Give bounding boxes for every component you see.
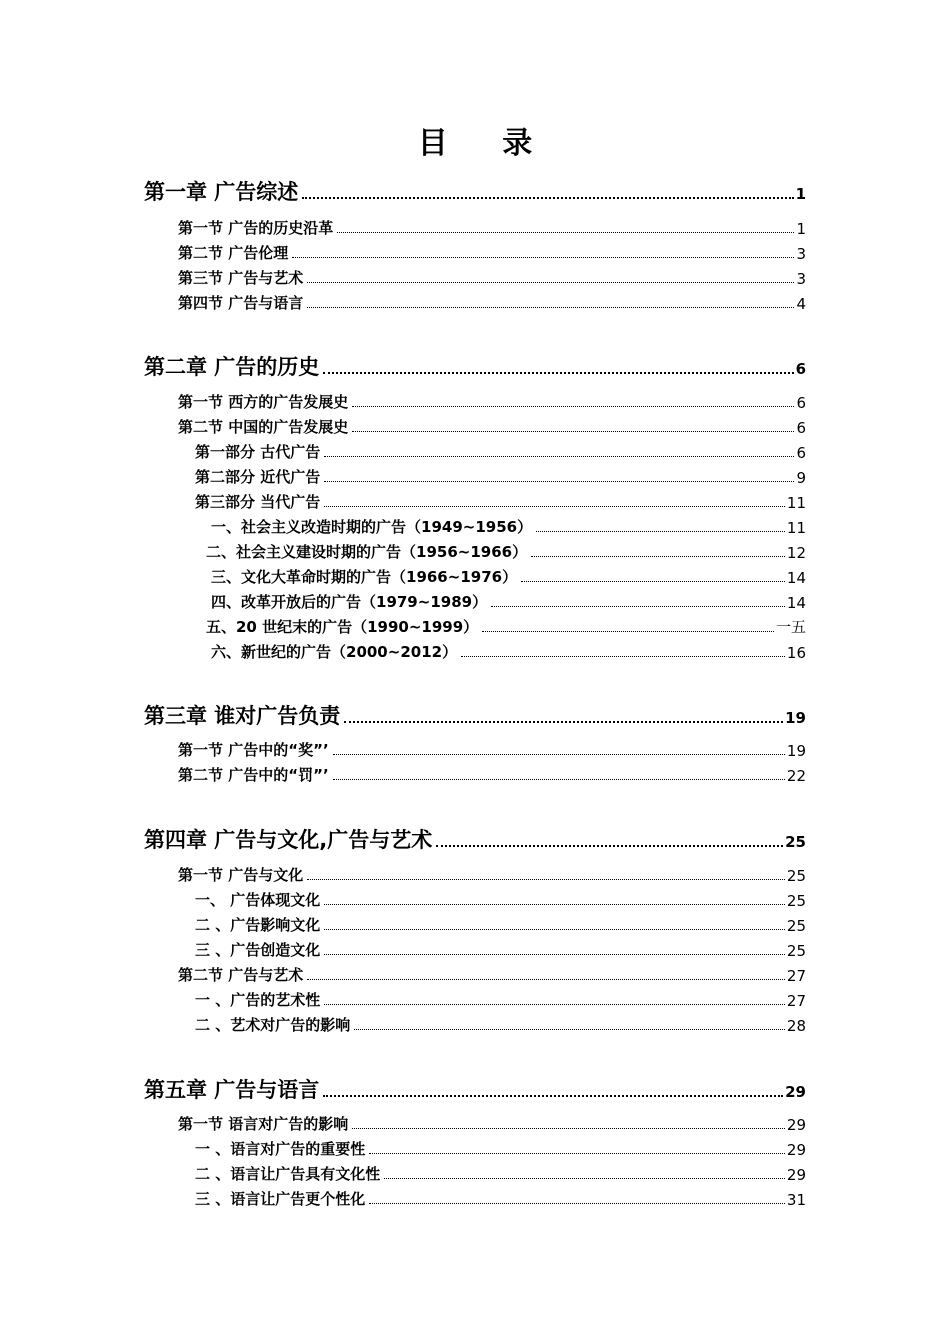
- dot-leader: [307, 879, 785, 880]
- toc-entry-page-number: 19: [785, 709, 806, 727]
- toc-entry-page-number: 29: [786, 1116, 806, 1134]
- toc-entry-sub[interactable]: [195, 890, 806, 910]
- toc-entry-label: 第二章 广告的历史: [144, 355, 320, 379]
- dot-leader: [307, 282, 794, 283]
- dot-leader: [324, 1004, 785, 1005]
- toc-entry-sub[interactable]: [195, 1189, 806, 1209]
- toc-entry-chapter[interactable]: [144, 702, 806, 730]
- toc-entry-label: 一、 广告体现文化: [195, 891, 321, 909]
- toc-entry-sub[interactable]: [195, 1015, 806, 1035]
- toc-entry-page-number: 14: [786, 594, 806, 612]
- toc-entry-page-number: 3: [796, 270, 806, 288]
- toc-entry-label: 第二部分 近代广告: [195, 468, 321, 486]
- dot-leader: [354, 1029, 785, 1030]
- toc-entry-section[interactable]: [178, 268, 806, 288]
- dot-leader: [482, 631, 774, 632]
- toc-entry-page-number: 19: [786, 742, 806, 760]
- toc-entry-label: 六、新世纪的广告（2000~2012）: [211, 643, 458, 661]
- toc-entry-chapter[interactable]: [144, 178, 806, 206]
- toc-entry-page-number: 11: [786, 519, 806, 537]
- dot-leader: [352, 431, 794, 432]
- dot-leader: [324, 481, 794, 482]
- toc-entry-section[interactable]: [178, 392, 806, 412]
- toc-entry-sub[interactable]: [195, 1139, 806, 1159]
- toc-entry-page-number: 25: [786, 892, 806, 910]
- toc-entry-page-number: 12: [786, 544, 806, 562]
- toc-entry-label: 一 、语言对广告的重要性: [195, 1140, 366, 1158]
- toc-entry-label: 第一节 西方的广告发展史: [178, 393, 349, 411]
- toc-entry-page-number: 一五: [775, 618, 806, 636]
- dot-leader: [384, 1178, 785, 1179]
- toc-entry-page-number: 3: [796, 245, 806, 263]
- toc-entry-label: 第四节 广告与语言: [178, 294, 304, 312]
- toc-entry-page-number: 4: [796, 295, 806, 313]
- toc-entry-label: 第五章 广告与语言: [144, 1078, 320, 1102]
- toc-entry-page-number: 27: [786, 992, 806, 1010]
- dot-leader: [337, 232, 794, 233]
- toc-entry-section[interactable]: [178, 218, 806, 238]
- toc-entry-chapter[interactable]: [144, 826, 806, 854]
- toc-entry-page-number: 25: [785, 833, 806, 851]
- toc-entry-page-number: 29: [786, 1166, 806, 1184]
- dot-leader: [531, 556, 785, 557]
- dot-leader: [324, 954, 785, 955]
- toc-entry-item[interactable]: [206, 542, 806, 562]
- toc-entry-page-number: 9: [796, 469, 806, 487]
- toc-entry-label: 第二节 广告伦理: [178, 244, 289, 262]
- toc-entry-label: 第一节 广告中的“奖”’: [178, 741, 329, 759]
- toc-entry-label: 二 、广告影响文化: [195, 916, 321, 934]
- dot-leader: [521, 581, 785, 582]
- toc-entry-sub[interactable]: [195, 442, 806, 462]
- toc-entry-label: 第二节 中国的广告发展史: [178, 418, 349, 436]
- toc-entry-page-number: 6: [796, 394, 806, 412]
- toc-entry-page-number: 27: [786, 967, 806, 985]
- toc-entry-page-number: 25: [786, 867, 806, 885]
- dot-leader: [436, 845, 783, 847]
- toc-entry-section[interactable]: [178, 417, 806, 437]
- toc-entry-section[interactable]: [178, 740, 806, 760]
- toc-entry-page-number: 6: [796, 419, 806, 437]
- dot-leader: [324, 929, 785, 930]
- dot-leader: [323, 1095, 783, 1097]
- dot-leader: [352, 406, 794, 407]
- dot-leader: [307, 307, 794, 308]
- dot-leader: [324, 506, 785, 507]
- toc-entry-page-number: 6: [795, 360, 806, 378]
- toc-entry-page-number: 25: [786, 917, 806, 935]
- toc-entry-item[interactable]: [211, 592, 806, 612]
- toc-entry-page-number: 25: [786, 942, 806, 960]
- toc-entry-label: 第三部分 当代广告: [195, 493, 321, 511]
- toc-entry-section[interactable]: [178, 243, 806, 263]
- dot-leader: [333, 779, 785, 780]
- toc-entry-item[interactable]: [211, 567, 806, 587]
- toc-entry-section[interactable]: [178, 965, 806, 985]
- toc-entry-page-number: 1: [796, 220, 806, 238]
- toc-entry-label: 一、社会主义改造时期的广告（1949~1956）: [211, 518, 533, 536]
- dot-leader: [323, 372, 793, 374]
- dot-leader: [491, 606, 785, 607]
- toc-entry-page-number: 28: [786, 1017, 806, 1035]
- toc-entry-label: 第二节 广告与艺术: [178, 966, 304, 984]
- toc-entry-label: 五、20 世纪末的广告（1990~1999）: [206, 618, 479, 636]
- dot-leader: [324, 456, 794, 457]
- toc-entry-label: 三、文化大革命时期的广告（1966~1976）: [211, 568, 518, 586]
- toc-entry-label: 三 、语言让广告更个性化: [195, 1190, 366, 1208]
- toc-entry-page-number: 11: [786, 494, 806, 512]
- page-title: 目 录: [417, 126, 555, 161]
- dot-leader: [292, 257, 794, 258]
- toc-entry-page-number: 16: [786, 644, 806, 662]
- toc-entry-page-number: 29: [785, 1083, 806, 1101]
- toc-entry-label: 第一节 广告的历史沿革: [178, 219, 334, 237]
- toc-entry-item[interactable]: [211, 642, 806, 662]
- toc-entry-label: 第四章 广告与文化,广告与艺术: [144, 828, 433, 852]
- toc-entry-sub[interactable]: [195, 492, 806, 512]
- toc-entry-page-number: 6: [796, 444, 806, 462]
- toc-entry-sub[interactable]: [195, 1164, 806, 1184]
- toc-entry-label: 二、社会主义建设时期的广告（1956~1966）: [206, 543, 528, 561]
- toc-entry-page-number: 22: [786, 767, 806, 785]
- dot-leader: [307, 979, 785, 980]
- toc-entry-sub[interactable]: [195, 940, 806, 960]
- toc-entry-label: 二 、艺术对广告的影响: [195, 1016, 351, 1034]
- toc-entry-label: 第一节 语言对广告的影响: [178, 1115, 349, 1133]
- toc-entry-section[interactable]: [178, 765, 806, 785]
- toc-entry-page-number: 29: [786, 1141, 806, 1159]
- toc-entry-section[interactable]: [178, 1114, 806, 1134]
- toc-entry-item[interactable]: [206, 617, 806, 637]
- toc-entry-page-number: 14: [786, 569, 806, 587]
- dot-leader: [536, 531, 785, 532]
- toc-entry-label: 三 、广告创造文化: [195, 941, 321, 959]
- dot-leader: [344, 721, 783, 723]
- dot-leader: [369, 1203, 785, 1204]
- toc-entry-sub[interactable]: [195, 467, 806, 487]
- toc-entry-label: 第一节 广告与文化: [178, 866, 304, 884]
- toc-entry-label: 一 、广告的艺术性: [195, 991, 321, 1009]
- toc-entry-item[interactable]: [211, 517, 806, 537]
- toc-entry-label: 二 、语言让广告具有文化性: [195, 1165, 381, 1183]
- dot-leader: [369, 1153, 785, 1154]
- toc-entry-page-number: 1: [795, 185, 806, 203]
- toc-entry-chapter[interactable]: [144, 353, 806, 381]
- toc-entry-section[interactable]: [178, 865, 806, 885]
- dot-leader: [461, 656, 785, 657]
- toc-entry-page-number: 31: [786, 1191, 806, 1209]
- dot-leader: [302, 197, 793, 199]
- toc-entry-label: 四、改革开放后的广告（1979~1989）: [211, 593, 488, 611]
- toc-entry-label: 第三章 谁对广告负责: [144, 704, 341, 728]
- toc-entry-label: 第一章 广告综述: [144, 180, 299, 204]
- toc-entry-sub[interactable]: [195, 915, 806, 935]
- toc-entry-label: 第三节 广告与艺术: [178, 269, 304, 287]
- toc-entry-sub[interactable]: [195, 990, 806, 1010]
- toc-entry-section[interactable]: [178, 293, 806, 313]
- toc-entry-chapter[interactable]: [144, 1076, 806, 1104]
- dot-leader: [333, 754, 785, 755]
- toc-entry-label: 第一部分 古代广告: [195, 443, 321, 461]
- dot-leader: [352, 1128, 785, 1129]
- dot-leader: [324, 904, 785, 905]
- toc-entry-label: 第二节 广告中的“罚”’: [178, 766, 329, 784]
